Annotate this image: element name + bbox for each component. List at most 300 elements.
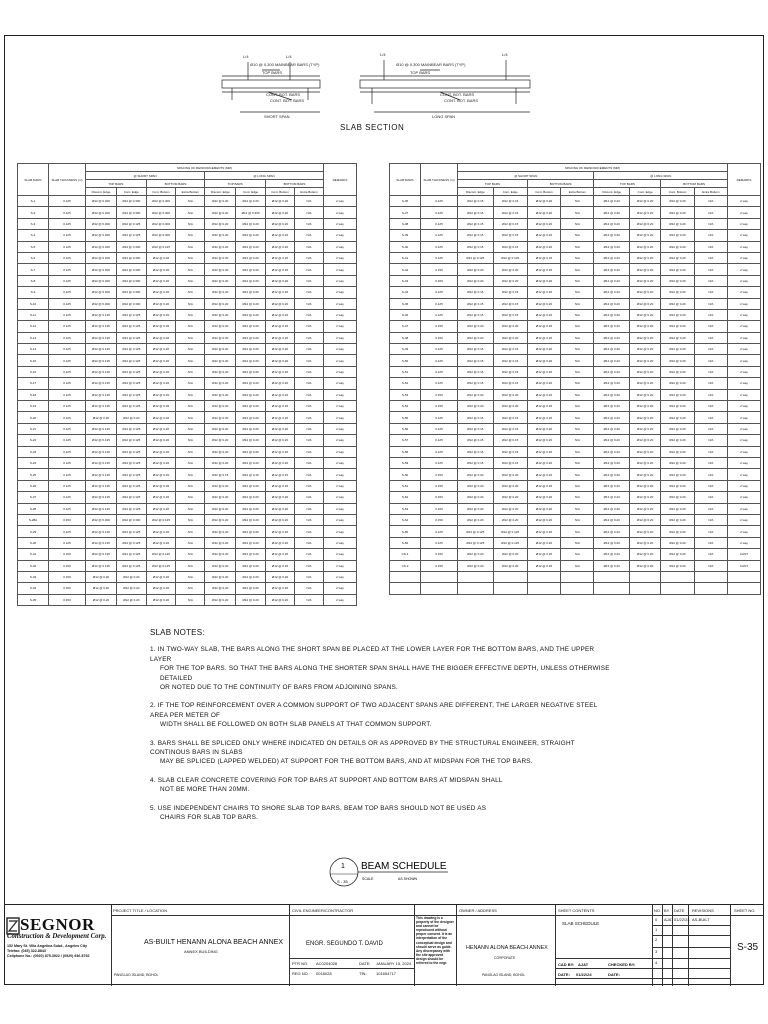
table-cell: 0.150 — [421, 514, 458, 525]
table-cell: S-5 — [18, 241, 49, 252]
table-cell: Ø12 @ 0.20 — [146, 298, 176, 309]
table-cell: Ø12 @ 0.20 — [236, 560, 266, 571]
table-cell: 2 way — [324, 423, 357, 434]
table-cell: Ø12 @ 0.15 — [493, 457, 527, 468]
note-2-line-2: WIDTH SHALL BE FOLLOWED ON BOTH SLAB PANELS AT THAT COMMON SUPPORT. — [160, 721, 432, 729]
table-cell: 2 way — [728, 252, 761, 263]
table-cell — [561, 583, 594, 594]
table-cell: N/A — [295, 218, 324, 229]
table-cell: Ø12 @ 0.15 — [458, 378, 494, 389]
table-cell: 0.150 — [421, 264, 458, 275]
table-cell: 0.125 — [49, 526, 86, 537]
table-cell: Ø12 @ 0.20 — [146, 526, 176, 537]
table-cell: Ø12 @ 0.20 — [265, 230, 294, 241]
table-cell: 0.125 — [421, 309, 458, 320]
table-cell: Ø12 @ 0.20 — [458, 549, 494, 560]
cad-by-value: AJAT — [578, 962, 589, 967]
table-cell: S-26 — [18, 480, 49, 491]
table-cell: N/A — [176, 412, 205, 423]
table-cell: Ø12 @ 0.20 — [594, 252, 630, 263]
table-cell: Ø12 @ 0.20 — [630, 241, 661, 252]
table-cell: Ø12 @ 0.20 — [236, 264, 266, 275]
slab-section-drawing — [0, 0, 768, 140]
table-cell: 0.150 — [421, 480, 458, 491]
table-cell: N/A — [176, 298, 205, 309]
table-row — [390, 298, 761, 309]
table-cell: Ø12 @ 0.20 — [86, 594, 117, 605]
table-cell: Ø12 @ 0.15 — [493, 366, 527, 377]
table-cell: N/A — [295, 355, 324, 366]
table-cell: N/A — [694, 332, 727, 343]
table-cell: 2 way — [728, 207, 761, 218]
table-cell: Ø12 @ 0.20 — [594, 309, 630, 320]
table-cell: 0.125 — [421, 207, 458, 218]
table-cell: N/A — [561, 264, 594, 275]
table-cell: Ø12 @ 0.20 — [236, 287, 266, 298]
revision-cell: 2 — [655, 937, 658, 942]
table-cell: 2 way — [728, 366, 761, 377]
table-cell: 0.150 — [49, 583, 86, 594]
table-cell: 0.125 — [421, 355, 458, 366]
table-cell: Ø12 @ 0.125 — [86, 480, 117, 491]
table-cell: S-27 — [18, 492, 49, 503]
table-cell: 0.125 — [49, 196, 86, 207]
table-cell: Ø12 @ 0.125 — [458, 537, 494, 548]
table-cell: Ø12 @ 0.20 — [265, 218, 294, 229]
left-top-note: Ø10 @ 0.300 MAINBEAR BARS (TYP) — [250, 62, 320, 67]
table-row — [390, 401, 761, 412]
table-cell: S-17 — [18, 378, 49, 389]
table-row — [390, 207, 761, 218]
col-extra-bottom: Extra Bottom — [694, 188, 727, 196]
table-cell: N/A — [295, 366, 324, 377]
table-cell: Ø12 @ 0.125 — [116, 526, 146, 537]
table-cell: Ø12 @ 0.20 — [630, 492, 661, 503]
table-row — [390, 446, 761, 457]
table-row — [390, 378, 761, 389]
table-cell: 2 way — [324, 332, 357, 343]
table-row — [390, 560, 761, 571]
table-cell: Ø12 @ 0.20 — [146, 332, 176, 343]
table-cell: 0.125 — [49, 537, 86, 548]
table-cell: Ø12 @ 0.15 — [493, 423, 527, 434]
table-cell: 2 way — [324, 492, 357, 503]
table-cell: Ø12 @ 0.20 — [265, 309, 294, 320]
table-cell — [421, 583, 458, 594]
table-cell: 0.125 — [421, 423, 458, 434]
table-cell: Ø12 @ 0.125 — [86, 526, 117, 537]
table-cell: 0.125 — [49, 503, 86, 514]
table-cell: 0.150 — [421, 321, 458, 332]
table-cell: 0.125 — [421, 435, 458, 446]
table-cell: Ø12 @ 0.125 — [116, 503, 146, 514]
table-cell: Ø12 @ 0.125 — [116, 435, 146, 446]
table-cell: 0.150 — [49, 594, 86, 605]
table-cell: Ø12 @ 0.125 — [116, 480, 146, 491]
table-cell: Ø12 @ 0.20 — [527, 389, 561, 400]
table-cell: Ø12 @ 0.20 — [146, 583, 176, 594]
table-cell: Ø12 @ 0.20 — [527, 321, 561, 332]
table-cell: Ø12 @ 0.20 — [594, 321, 630, 332]
table-cell: N/A — [694, 549, 727, 560]
notes-heading: SLAB NOTES: — [150, 628, 205, 637]
table-row — [390, 309, 761, 320]
project-title-label: PROJECT TITLE / LOCATION — [113, 908, 168, 913]
table-cell — [694, 583, 727, 594]
table-cell: N/A — [295, 287, 324, 298]
table-row — [18, 469, 357, 480]
table-cell: Ø12 @ 0.20 — [146, 366, 176, 377]
table-cell: N/A — [694, 366, 727, 377]
table-cell: Ø12 @ 0.125 — [86, 537, 117, 548]
table-cell: N/A — [176, 287, 205, 298]
table-cell: Ø12 @ 0.300 — [116, 264, 146, 275]
table-cell: Ø12 @ 0.20 — [493, 560, 527, 571]
table-cell: N/A — [295, 207, 324, 218]
table-cell: N/A — [295, 241, 324, 252]
table-cell: Ø12 @ 0.20 — [661, 264, 695, 275]
table-cell: S-40 — [390, 241, 421, 252]
table-cell: N/A — [561, 526, 594, 537]
table-cell: 2 way — [728, 378, 761, 389]
table-cell: Ø12 @ 0.125 — [116, 389, 146, 400]
table-cell: Ø12 @ 0.20 — [236, 355, 266, 366]
table-row — [18, 275, 357, 286]
revision-cell: 01/22/24 — [674, 917, 690, 922]
table-cell: 0.125 — [49, 469, 86, 480]
table-cell: Ø12 @ 0.20 — [661, 275, 695, 286]
table-cell: N/A — [561, 423, 594, 434]
table-cell: Ø12 @ 0.20 — [205, 207, 236, 218]
table-row — [390, 423, 761, 434]
table-cell: Ø12 @ 0.20 — [594, 423, 630, 434]
table-cell: 0.125 — [421, 241, 458, 252]
slab-schedule-left — [17, 163, 357, 606]
right-frac-label-2: L/4 — [502, 52, 508, 57]
table-row — [390, 241, 761, 252]
right-label-2: CONT. BOT. BARS — [440, 92, 475, 97]
table-cell: S-46 — [390, 309, 421, 320]
table-cell: N/A — [295, 537, 324, 548]
table-cell: S-11 — [18, 309, 49, 320]
table-cell: Ø12 @ 0.20 — [661, 401, 695, 412]
table-cell: Ø12 @ 0.20 — [265, 298, 294, 309]
table-cell: N/A — [694, 344, 727, 355]
table-cell: 2 way — [324, 469, 357, 480]
table-cell: N/A — [176, 435, 205, 446]
table-cell: N/A — [176, 526, 205, 537]
table-cell: S-50 — [390, 355, 421, 366]
col-remarks: REMARKS — [324, 164, 357, 196]
table-cell: Ø12 @ 0.20 — [458, 321, 494, 332]
table-cell: Ø12 @ 0.125 — [86, 423, 117, 434]
table-cell: Ø12 @ 0.20 — [146, 435, 176, 446]
table-cell: N/A — [561, 457, 594, 468]
table-cell: Ø12 @ 0.125 — [86, 366, 117, 377]
table-cell: Ø12 @ 0.20 — [236, 321, 266, 332]
table-cell: N/A — [176, 480, 205, 491]
table-cell: Ø12 @ 0.20 — [661, 492, 695, 503]
table-row — [18, 344, 357, 355]
table-cell: 2 way — [324, 344, 357, 355]
table-cell: 2 way — [324, 378, 357, 389]
table-cell: 0.125 — [49, 401, 86, 412]
table-cell: Ø12 @ 0.15 — [458, 230, 494, 241]
col-cont-edge: Cont. Edge — [236, 188, 266, 196]
beam-schedule-title: BEAM SCHEDULE — [361, 861, 447, 872]
table-cell: Ø12 @ 0.15 — [493, 309, 527, 320]
table-cell: N/A — [176, 514, 205, 525]
table-cell: Ø12 @ 0.20 — [236, 480, 266, 491]
table-cell: Ø12 @ 0.20 — [205, 583, 236, 594]
table-cell: Ø12 @ 0.20 — [527, 457, 561, 468]
col-disc-edge: Discont. Edge — [594, 188, 630, 196]
table-cell: 0.125 — [49, 492, 86, 503]
table-row — [18, 207, 357, 218]
table-cell: Ø12 @ 0.20 — [493, 321, 527, 332]
table-cell: Ø12 @ 0.20 — [205, 537, 236, 548]
table-cell: Ø12 @ 0.20 — [527, 355, 561, 366]
table-cell: Ø12 @ 0.20 — [236, 309, 266, 320]
table-cell: Ø12 @ 0.20 — [236, 252, 266, 263]
table-cell: N/A — [694, 492, 727, 503]
table-cell: N/A — [295, 412, 324, 423]
table-cell: 2 way — [324, 457, 357, 468]
table-cell: CS-1 — [390, 549, 421, 560]
table-cell: Ø12 @ 0.20 — [205, 287, 236, 298]
table-cell: Ø12 @ 0.20 — [527, 503, 561, 514]
table-cell: N/A — [561, 480, 594, 491]
table-cell: S-53 — [390, 389, 421, 400]
table-cell — [493, 583, 527, 594]
cad-by-label: CAD BY: — [558, 962, 575, 967]
table-cell: N/A — [176, 309, 205, 320]
col-cont-bottom: Cont. Bottom — [265, 188, 294, 196]
col-top-bars: TOP BARS — [594, 180, 661, 188]
table-cell: S-36 — [390, 196, 421, 207]
table-cell: Ø12 @ 0.300 — [146, 196, 176, 207]
table-cell: N/A — [694, 526, 727, 537]
table-cell: Ø12 @ 0.125 — [116, 378, 146, 389]
table-cell: Ø12 @ 0.20 — [661, 207, 695, 218]
table-cell: Ø12 @ 0.20 — [146, 389, 176, 400]
table-cell: Ø12 @ 0.20 — [458, 332, 494, 343]
table-cell: Ø12 @ 0.20 — [527, 412, 561, 423]
table-cell: N/A — [295, 549, 324, 560]
table-cell: N/A — [694, 196, 727, 207]
table-cell: Ø12 @ 0.20 — [527, 309, 561, 320]
table-cell: Ø12 @ 0.20 — [236, 537, 266, 548]
table-cell: N/A — [176, 571, 205, 582]
table-cell: S-39 — [390, 230, 421, 241]
table-cell: S-21 — [18, 423, 49, 434]
table-cell: N/A — [295, 435, 324, 446]
company-tel: Telefax: (045) 322-8843 — [7, 949, 46, 953]
table-cell — [630, 583, 661, 594]
table-cell — [630, 571, 661, 582]
table-cell: S-20 — [18, 412, 49, 423]
table-cell: Ø12 @ 0.125 — [116, 560, 146, 571]
table-cell: Ø12 @ 0.125 — [146, 560, 176, 571]
table-cell: Ø12 @ 0.15 — [493, 344, 527, 355]
project-title: AS-BUILT HENANN ALONA BEACH ANNEX — [144, 939, 284, 946]
table-cell: Ø12 @ 0.300 — [86, 241, 117, 252]
table-cell: Ø12 @ 0.20 — [236, 298, 266, 309]
table-cell: Ø12 @ 0.20 — [630, 389, 661, 400]
table-cell: Ø12 @ 0.20 — [661, 196, 695, 207]
table-cell: Ø12 @ 0.20 — [265, 503, 294, 514]
table-cell: Ø12 @ 0.125 — [116, 469, 146, 480]
table-cell: Ø12 @ 0.20 — [594, 287, 630, 298]
table-cell: 2 way — [324, 252, 357, 263]
table-cell: N/A — [295, 526, 324, 537]
table-cell: 2 way — [728, 469, 761, 480]
table-cell: Ø12 @ 0.20 — [661, 446, 695, 457]
table-row — [390, 344, 761, 355]
table-cell: N/A — [176, 469, 205, 480]
table-cell: Ø12 @ 0.20 — [236, 583, 266, 594]
slab-schedule-right — [389, 163, 761, 595]
table-cell: N/A — [295, 275, 324, 286]
title-block — [4, 904, 764, 986]
table-cell: Ø12 @ 0.20 — [630, 378, 661, 389]
table-cell: Ø12 @ 0.300 — [86, 514, 117, 525]
table-row — [390, 275, 761, 286]
col-cont-bottom: Cont. Bottom — [661, 188, 695, 196]
table-cell: Ø12 @ 0.20 — [458, 469, 494, 480]
table-cell: Ø12 @ 0.20 — [661, 435, 695, 446]
table-cell: 2 way — [324, 526, 357, 537]
table-cell: Ø12 @ 0.125 — [86, 321, 117, 332]
table-cell: 0.150 — [421, 401, 458, 412]
table-cell: Ø12 @ 0.20 — [205, 332, 236, 343]
table-cell: Ø12 @ 0.125 — [86, 389, 117, 400]
table-cell: Ø12 @ 0.125 — [493, 526, 527, 537]
table-cell: Ø12 @ 0.300 — [146, 207, 176, 218]
table-cell: Ø12 @ 0.300 — [86, 218, 117, 229]
table-cell: N/A — [694, 423, 727, 434]
right-label-1: TOP BARS — [410, 70, 431, 75]
table-cell: Ø12 @ 0.15 — [458, 241, 494, 252]
table-cell: N/A — [176, 332, 205, 343]
table-cell: N/A — [176, 252, 205, 263]
table-cell: N/A — [694, 469, 727, 480]
table-cell: N/A — [176, 537, 205, 548]
table-cell: 0.125 — [421, 344, 458, 355]
table-cell: Ø12 @ 0.20 — [661, 218, 695, 229]
table-cell: N/A — [561, 207, 594, 218]
table-cell: Ø12 @ 0.20 — [458, 264, 494, 275]
table-cell: N/A — [694, 503, 727, 514]
table-cell: N/A — [561, 549, 594, 560]
table-cell: Ø12 @ 0.20 — [205, 378, 236, 389]
table-cell: N/A — [176, 275, 205, 286]
table-cell: N/A — [694, 275, 727, 286]
table-cell: N/A — [295, 230, 324, 241]
company-subtitle: Construction & Development Corp. — [7, 933, 107, 940]
table-row — [18, 480, 357, 491]
table-cell: Ø12 @ 0.20 — [205, 275, 236, 286]
table-cell: Ø12 @ 0.20 — [236, 514, 266, 525]
table-cell: Ø12 @ 0.20 — [594, 230, 630, 241]
table-row — [18, 321, 357, 332]
table-cell: S-65 — [390, 526, 421, 537]
table-cell: Ø12 @ 0.125 — [86, 492, 117, 503]
table-cell: 0.125 — [421, 378, 458, 389]
table-row — [18, 446, 357, 457]
table-cell: Ø12 @ 0.20 — [661, 321, 695, 332]
table-cell: Ø12 @ 0.125 — [86, 469, 117, 480]
table-cell: Ø12 @ 0.125 — [86, 549, 117, 560]
table-cell: 2 way — [728, 218, 761, 229]
table-cell: 0.125 — [49, 332, 86, 343]
col-slab-mark: SLAB MARK — [390, 164, 421, 196]
table-cell: N/A — [295, 389, 324, 400]
table-cell: S-64 — [390, 514, 421, 525]
table-cell: Ø12 @ 0.20 — [527, 196, 561, 207]
table-cell: Ø12 @ 0.125 — [146, 549, 176, 560]
table-cell: 0.150 — [421, 560, 458, 571]
table-cell: Ø12 @ 0.20 — [265, 252, 294, 263]
cad-date-label: DATE: — [558, 972, 570, 977]
table-cell: S-19 — [18, 401, 49, 412]
table-cell: N/A — [561, 446, 594, 457]
table-row — [18, 435, 357, 446]
table-cell: N/A — [694, 298, 727, 309]
table-cell: N/A — [295, 378, 324, 389]
cad-date-value: 01/22/24 — [576, 972, 592, 977]
table-cell: S-3 — [18, 218, 49, 229]
table-cell: 0.125 — [49, 446, 86, 457]
table-cell: Ø12 @ 0.20 — [594, 196, 630, 207]
table-cell: Ø12 @ 0.20 — [205, 549, 236, 560]
table-cell: Ø12 @ 0.20 — [146, 594, 176, 605]
table-cell: Ø12 @ 0.20 — [661, 549, 695, 560]
tin-value: 101654717 — [376, 971, 397, 976]
reg-value: 0018028 — [316, 971, 332, 976]
table-cell: Ø12 @ 0.20 — [146, 401, 176, 412]
beam-scale-label: SCALE — [362, 877, 374, 881]
table-cell: Ø12 @ 0.20 — [661, 537, 695, 548]
table-cell: Ø12 @ 0.20 — [630, 401, 661, 412]
table-cell: Ø12 @ 0.125 — [458, 252, 494, 263]
table-cell: S-18 — [18, 389, 49, 400]
table-cell: Ø12 @ 0.20 — [265, 366, 294, 377]
table-cell: 0.125 — [421, 252, 458, 263]
table-cell: N/A — [176, 401, 205, 412]
table-cell: N/A — [561, 401, 594, 412]
ptr-value: AC0204028 — [316, 961, 338, 966]
revision-cell: 4 — [655, 960, 658, 965]
table-row — [18, 355, 357, 366]
table-cell: N/A — [694, 480, 727, 491]
table-cell: Ø12 @ 0.20 — [205, 594, 236, 605]
table-cell: Ø12 @ 0.20 — [116, 412, 146, 423]
table-cell: N/A — [295, 457, 324, 468]
table-row — [390, 480, 761, 491]
table-cell: Ø12 @ 0.20 — [205, 321, 236, 332]
table-cell: 0.125 — [49, 218, 86, 229]
right-top-note: Ø10 @ 0.300 MAINBEAR BARS (TYP) — [396, 62, 466, 67]
table-cell: Ø12 @ 0.125 — [116, 218, 146, 229]
table-cell: Ø12 @ 0.15 — [458, 446, 494, 457]
table-row — [18, 252, 357, 263]
table-cell: Ø12 @ 0.20 — [236, 435, 266, 446]
table-cell: Ø12 @ 0.125 — [116, 344, 146, 355]
table-cell: 0.125 — [421, 287, 458, 298]
table-cell: Ø12 @ 0.20 — [527, 378, 561, 389]
table-cell — [421, 571, 458, 582]
